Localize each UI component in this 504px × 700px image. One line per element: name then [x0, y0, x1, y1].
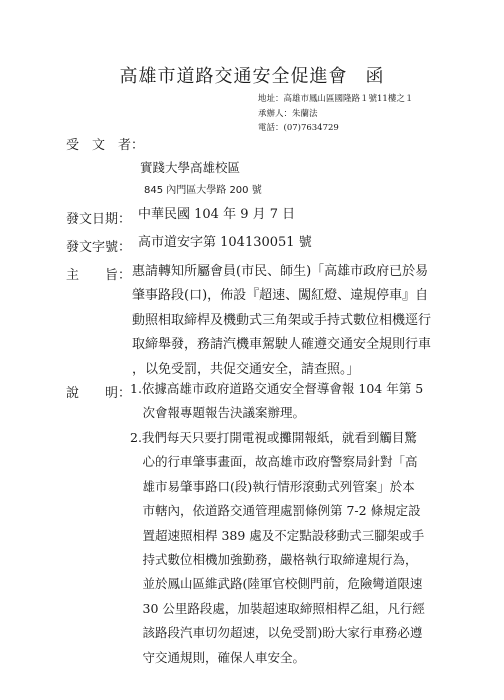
doc-type: 函	[365, 66, 385, 87]
recipient-address: 845 內門區大學路 200 號	[144, 185, 262, 196]
explanation-label: 說 明：	[66, 386, 132, 401]
sender-info	[258, 92, 413, 136]
explanation-line: 次會報專題報告決議案辦理。	[130, 405, 306, 421]
subject-line: 肇事路段(口)，佈設『超速、闖紅燈、違規停車』自	[132, 288, 429, 304]
explanation-line: 心的行車肇事畫面，故高雄市政府警察局針對「高	[130, 454, 418, 470]
explanation-line: 該路段汽車切勿超速，以免受罰)盼大家行車務必遵	[130, 625, 423, 641]
subject-line: 動照相取締桿及機動式三角架或手持式數位相機逕行	[132, 312, 432, 328]
explanation-line: 守交通規則，確保人車安全。	[130, 649, 306, 665]
explanation-line: 30 公里路段處，加裝超速取締照相桿乙組，凡行經	[130, 600, 425, 616]
explanation-line: 並於鳳山區維武路(陸軍官校側門前，危險彎道限速	[130, 576, 423, 592]
subject-line: 惠請轉知所屬會員(市民、師生)「高雄市政府已於易	[132, 264, 429, 279]
sender-contact: 承辦人：朱蘭法	[258, 108, 318, 119]
explanation-item-1	[130, 377, 423, 426]
issue-number-value: 高市道安字第 104130051 號	[138, 235, 312, 250]
explanation-line: 2.我們每天只要打開電視或攤開報紙，就看到觸目驚	[130, 430, 417, 445]
subject-line: ，以免受罰，共促交通安全，請查照。」	[132, 361, 360, 377]
sender-address: 地址：高雄市鳳山區國隆路１號11樓之１	[258, 94, 414, 104]
org-title: 高雄市道路交通安全促進會	[119, 66, 348, 87]
recipient-name: 實踐大學高雄校區	[140, 160, 241, 175]
explanation-item-2	[130, 426, 425, 670]
issue-number-label: 發文字號：	[66, 240, 132, 255]
sender-phone: 電話：(07)7634729	[258, 123, 339, 133]
explanation-line: 市轄內，依道路交通管理處罰條例第 7-2 條規定設	[130, 503, 421, 519]
explanation-line: 置超速照相桿 389 處及不定點設移動式三腳架或手	[130, 527, 425, 543]
explanation-line: 雄市易肇事路口(段)執行情形滾動式列管案」於本	[130, 478, 415, 494]
document-title	[0, 62, 504, 88]
subject-label: 主 旨：	[66, 268, 132, 283]
explanation-line: 1.依據高雄市政府道路交通安全督導會報 104 年第 5	[130, 381, 424, 396]
subject-line: 取締舉發，務請汽機車駕駛人確遵交通安全規則行車	[132, 337, 432, 353]
recipient-label: 受 文 者：	[66, 138, 145, 153]
subject-body	[132, 260, 431, 382]
issue-date-value: 中華民國 104 年 9 月 7 日	[138, 207, 296, 222]
explanation-line: 持式數位相機加強勤務，嚴格執行取締違規行為，	[130, 552, 418, 568]
issue-date-label: 發文日期：	[66, 212, 132, 227]
